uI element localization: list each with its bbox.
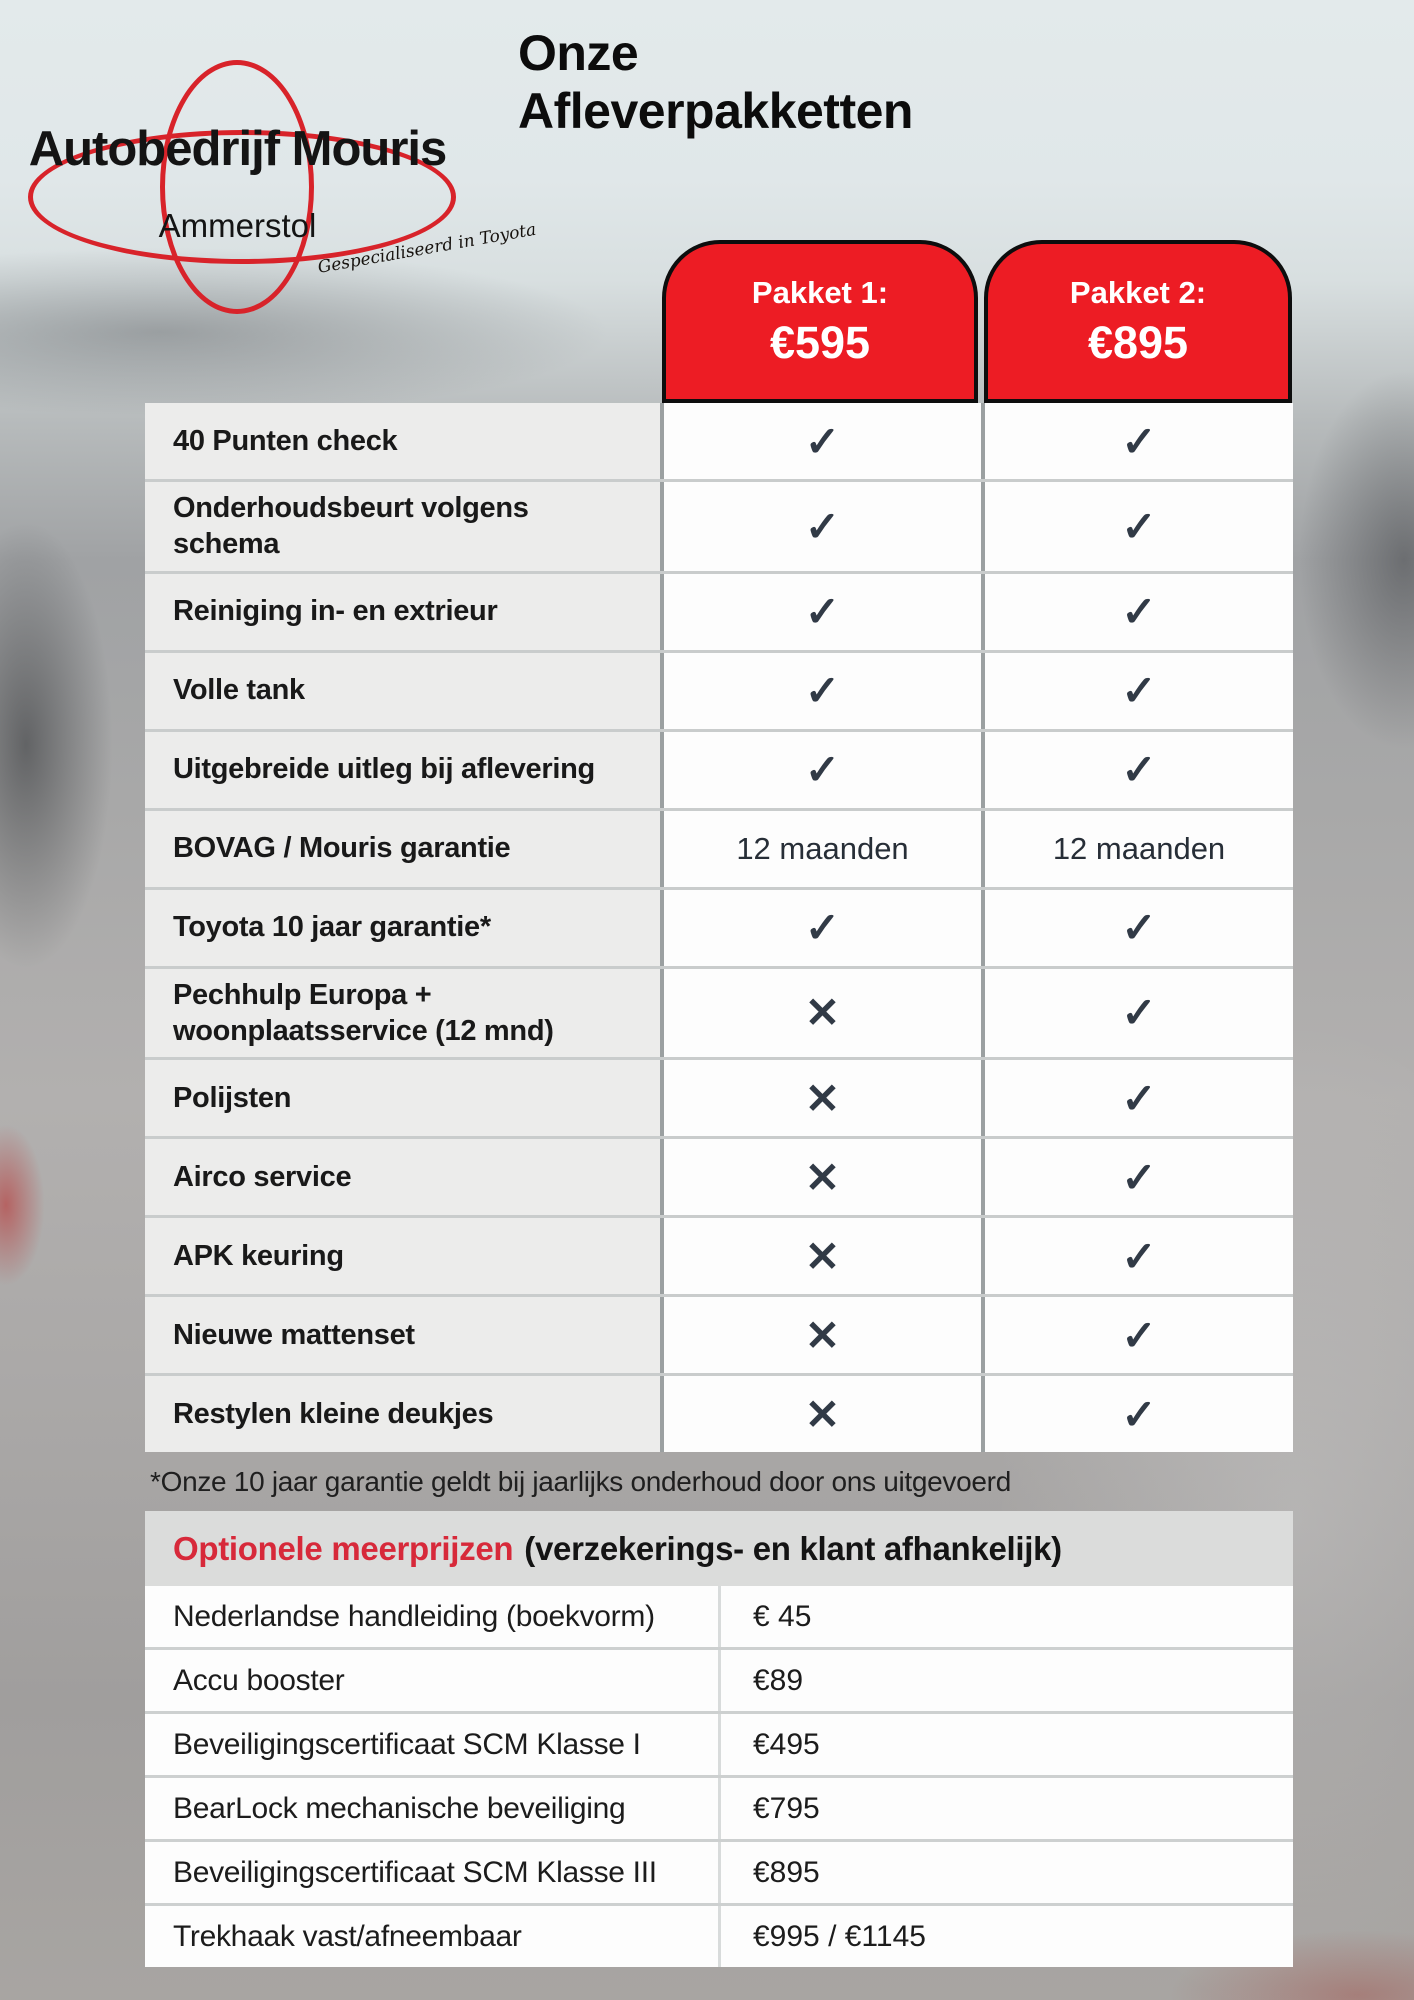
table-row <box>145 1139 1293 1218</box>
option-label: Beveiligingscertificaat SCM Klasse III <box>145 1842 718 1903</box>
package1-value: 12 maanden <box>660 811 981 887</box>
feature-label: BOVAG / Mouris garantie <box>145 811 660 887</box>
logo-tagline: Gespecialiseerd in Toyota <box>316 219 538 278</box>
options-header <box>145 1511 1293 1586</box>
table-row <box>145 1060 1293 1139</box>
feature-label: Toyota 10 jaar garantie* <box>145 890 660 966</box>
feature-label: Onderhoudsbeurt volgens schema <box>145 482 660 571</box>
feature-label: Nieuwe mattenset <box>145 1297 660 1373</box>
check-icon: ✓ <box>660 403 981 479</box>
comparison-table <box>145 403 1293 1452</box>
cross-icon: ✕ <box>660 1139 981 1215</box>
cross-icon: ✕ <box>660 1218 981 1294</box>
logo-ellipse-vertical-icon <box>160 60 314 314</box>
guarantee-footnote: *Onze 10 jaar garantie geldt bij jaarlijks onderhoud door ons uitgevoerd <box>150 1466 1011 1497</box>
feature-label: APK keuring <box>145 1218 660 1294</box>
option-price: €795 <box>718 1778 1293 1839</box>
option-label: Accu booster <box>145 1650 718 1711</box>
check-icon: ✓ <box>660 482 981 571</box>
list-item <box>145 1650 1293 1714</box>
table-row <box>145 1376 1293 1452</box>
list-item <box>145 1906 1293 1967</box>
feature-label: Uitgebreide uitleg bij aflevering <box>145 732 660 808</box>
check-icon: ✓ <box>981 890 1293 966</box>
check-icon: ✓ <box>981 1297 1293 1373</box>
option-price: € 45 <box>718 1586 1293 1647</box>
table-row <box>145 1297 1293 1376</box>
check-icon: ✓ <box>981 574 1293 650</box>
feature-label: Airco service <box>145 1139 660 1215</box>
list-item <box>145 1842 1293 1906</box>
feature-label: Pechhulp Europa + woonplaatsservice (12 mnd) <box>145 969 660 1058</box>
option-label: Trekhaak vast/afneembaar <box>145 1906 718 1967</box>
package2-header <box>984 240 1292 403</box>
package2-name: Pakket 2: <box>1069 274 1207 310</box>
option-label: Nederlandse handleiding (boekvorm) <box>145 1586 718 1647</box>
check-icon: ✓ <box>660 574 981 650</box>
check-icon: ✓ <box>660 890 981 966</box>
check-icon: ✓ <box>981 403 1293 479</box>
table-row <box>145 403 1293 482</box>
feature-label: 40 Punten check <box>145 403 660 479</box>
option-price: €995 / €1145 <box>718 1906 1293 1967</box>
option-price: €895 <box>718 1842 1293 1903</box>
check-icon: ✓ <box>981 1139 1293 1215</box>
check-icon: ✓ <box>981 1376 1293 1452</box>
cross-icon: ✕ <box>660 969 981 1058</box>
check-icon: ✓ <box>981 1218 1293 1294</box>
list-item <box>145 1586 1293 1650</box>
page-title-line2: Afleverpakketten <box>518 83 913 139</box>
feature-label: Reiniging in- en extrieur <box>145 574 660 650</box>
logo-city: Ammerstol <box>158 207 317 244</box>
cross-icon: ✕ <box>660 1297 981 1373</box>
option-price: €89 <box>718 1650 1293 1711</box>
package1-price: €595 <box>769 316 871 368</box>
table-row <box>145 969 1293 1061</box>
check-icon: ✓ <box>660 732 981 808</box>
list-item <box>145 1714 1293 1778</box>
table-row <box>145 653 1293 732</box>
feature-label: Polijsten <box>145 1060 660 1136</box>
table-row <box>145 890 1293 969</box>
options-subtitle: (verzekerings- en klant afhankelijk) <box>524 1529 1062 1567</box>
package2-price: €895 <box>1087 316 1189 368</box>
cross-icon: ✕ <box>660 1060 981 1136</box>
option-price: €495 <box>718 1714 1293 1775</box>
table-row <box>145 1218 1293 1297</box>
dealer-logo <box>0 0 538 340</box>
page-title-line1: Onze <box>518 25 639 81</box>
logo-name: Autobedrijf Mouris <box>28 122 447 176</box>
option-label: Beveiligingscertificaat SCM Klasse I <box>145 1714 718 1775</box>
check-icon: ✓ <box>981 653 1293 729</box>
package1-header <box>662 240 978 403</box>
option-label: BearLock mechanische beveiliging <box>145 1778 718 1839</box>
options-title: Optionele meerprijzen <box>173 1529 514 1567</box>
package2-value: 12 maanden <box>981 811 1293 887</box>
check-icon: ✓ <box>981 969 1293 1058</box>
feature-label: Volle tank <box>145 653 660 729</box>
table-row <box>145 482 1293 574</box>
check-icon: ✓ <box>981 732 1293 808</box>
table-row <box>145 574 1293 653</box>
table-row <box>145 732 1293 811</box>
check-icon: ✓ <box>981 1060 1293 1136</box>
feature-label: Restylen kleine deukjes <box>145 1376 660 1452</box>
package1-name: Pakket 1: <box>751 274 889 310</box>
table-row <box>145 811 1293 890</box>
list-item <box>145 1778 1293 1842</box>
check-icon: ✓ <box>660 653 981 729</box>
options-table <box>145 1586 1293 1967</box>
cross-icon: ✕ <box>660 1376 981 1452</box>
check-icon: ✓ <box>981 482 1293 571</box>
page-title <box>518 24 913 140</box>
